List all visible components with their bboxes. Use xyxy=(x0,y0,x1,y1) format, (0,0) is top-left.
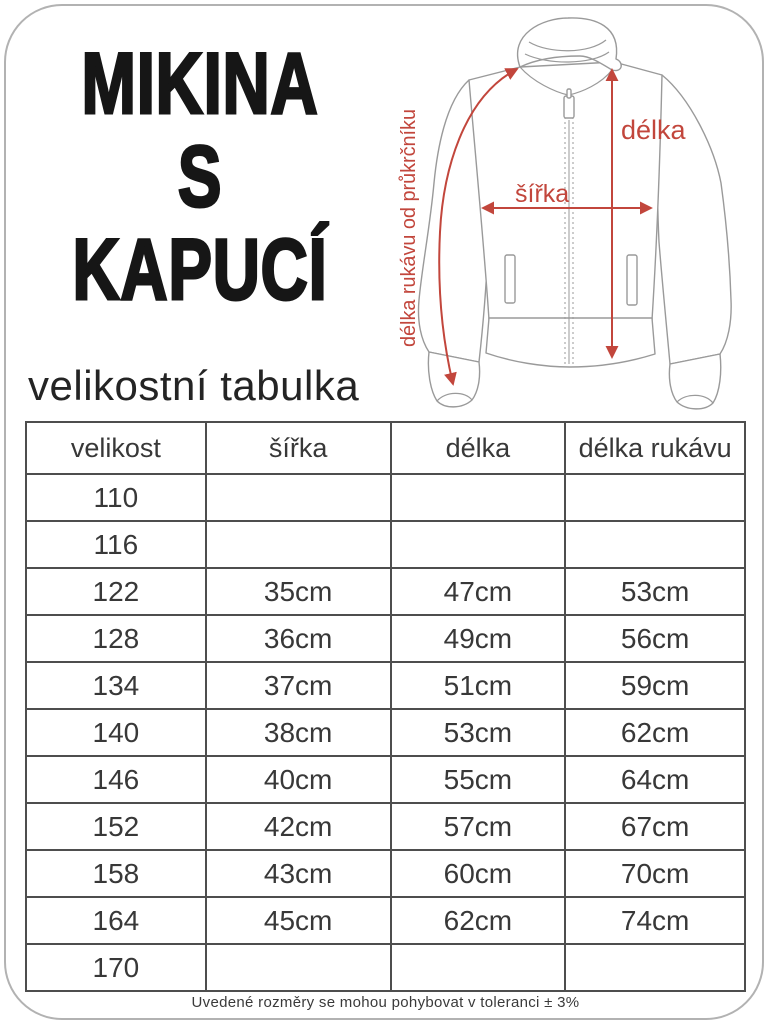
width-cell: 40cm xyxy=(206,756,391,803)
width-cell: 38cm xyxy=(206,709,391,756)
page-title-line-1: MIKINA xyxy=(81,36,319,132)
width-cell xyxy=(206,474,391,521)
table-row xyxy=(26,756,745,803)
header-sleeve: délka rukávu xyxy=(565,422,745,474)
page-title xyxy=(56,38,345,317)
length-cell: 51cm xyxy=(391,662,566,709)
header-size: velikost xyxy=(26,422,206,474)
width-cell: 35cm xyxy=(206,568,391,615)
size-cell: 158 xyxy=(26,850,206,897)
table-row xyxy=(26,521,745,568)
length-cell xyxy=(391,944,566,991)
table-row xyxy=(26,474,745,521)
sleeve-cell: 53cm xyxy=(565,568,745,615)
width-cell xyxy=(206,521,391,568)
table-row xyxy=(26,662,745,709)
width-label: šířka xyxy=(515,180,570,208)
tolerance-note: Uvedené rozměry se mohou pohybovat v toleranci ± 3% xyxy=(191,994,580,1011)
width-cell: 45cm xyxy=(206,897,391,944)
width-cell: 37cm xyxy=(206,662,391,709)
left-pocket xyxy=(505,255,515,303)
size-cell: 146 xyxy=(26,756,206,803)
size-cell: 122 xyxy=(26,568,206,615)
sleeve-cell: 59cm xyxy=(565,662,745,709)
length-cell xyxy=(391,521,566,568)
table-header-row xyxy=(26,422,745,474)
table-row xyxy=(26,568,745,615)
length-cell: 55cm xyxy=(391,756,566,803)
header-length: délka xyxy=(391,422,566,474)
size-cell: 134 xyxy=(26,662,206,709)
sleeve-label: délka rukávu od průkrčníku xyxy=(398,106,420,347)
table-row xyxy=(26,803,745,850)
sleeve-cell: 67cm xyxy=(565,803,745,850)
sleeve-cell: 56cm xyxy=(565,615,745,662)
size-cell: 170 xyxy=(26,944,206,991)
right-pocket xyxy=(627,255,637,305)
table-row xyxy=(26,615,745,662)
length-cell: 53cm xyxy=(391,709,566,756)
width-cell: 36cm xyxy=(206,615,391,662)
sleeve-cell xyxy=(565,944,745,991)
sleeve-cell: 70cm xyxy=(565,850,745,897)
sleeve-cell xyxy=(565,474,745,521)
size-table xyxy=(25,421,746,992)
header-width: šířka xyxy=(206,422,391,474)
width-cell xyxy=(206,944,391,991)
sleeve-cell: 74cm xyxy=(565,897,745,944)
table-row xyxy=(26,850,745,897)
table-row xyxy=(26,897,745,944)
table-subtitle: velikostní tabulka xyxy=(28,362,360,409)
length-label: délka xyxy=(621,115,686,145)
sleeve-cell: 62cm xyxy=(565,709,745,756)
hoodie-measurement-diagram xyxy=(393,12,768,417)
size-cell: 128 xyxy=(26,615,206,662)
hoodie-hem-band xyxy=(486,318,655,367)
sleeve-cell xyxy=(565,521,745,568)
table-row xyxy=(26,709,745,756)
size-cell: 110 xyxy=(26,474,206,521)
size-cell: 152 xyxy=(26,803,206,850)
length-cell: 49cm xyxy=(391,615,566,662)
size-cell: 164 xyxy=(26,897,206,944)
length-cell: 57cm xyxy=(391,803,566,850)
length-cell: 47cm xyxy=(391,568,566,615)
width-cell: 43cm xyxy=(206,850,391,897)
page-title-line-3: KAPUCÍ xyxy=(72,222,328,318)
size-cell: 140 xyxy=(26,709,206,756)
table-row xyxy=(26,944,745,991)
size-cell: 116 xyxy=(26,521,206,568)
length-cell: 62cm xyxy=(391,897,566,944)
sleeve-cell: 64cm xyxy=(565,756,745,803)
length-cell: 60cm xyxy=(391,850,566,897)
width-cell: 42cm xyxy=(206,803,391,850)
length-cell xyxy=(391,474,566,521)
page-title-line-2: S xyxy=(177,129,223,225)
